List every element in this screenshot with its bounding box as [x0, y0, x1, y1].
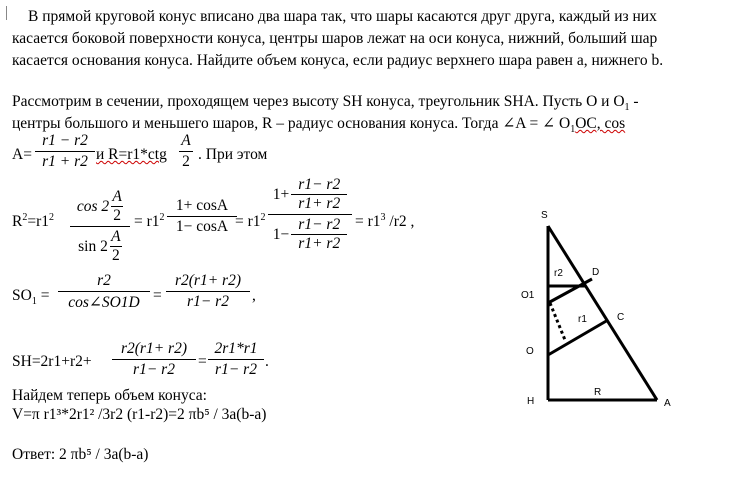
solution-line-1: Рассмотрим в сечении, проходящем через высоту SH конуса, треугольник SHA. Пусть О и $О_1$ - [12, 93, 639, 114]
label-d: D [592, 267, 600, 278]
label-r2: r2 [554, 268, 563, 279]
label-s: S [541, 210, 548, 221]
volume-intro: Найдем теперь объем конуса: [12, 387, 207, 404]
r2-radius-line [548, 279, 592, 303]
problem-line-2: касается боковой поверхности конуса, центры шаров лежат на оси конуса, нижний, больший шар [12, 30, 658, 47]
answer: Ответ: 2 πb⁵ / 3a(b-a) [12, 446, 149, 463]
so1-end: , [252, 287, 256, 304]
cos-a-lhs: A= [12, 146, 32, 163]
nested-fraction: 1+ r1− r2 r1+ r2 1− r1− r2 r1+ r2 [268, 176, 352, 253]
cos-over-sin-fraction: cos 2 A 2 sin 2 A 2 [70, 188, 130, 265]
cos-fraction: 1+ cosA 1− cosA [167, 197, 237, 236]
label-h: H [527, 396, 535, 407]
so1-fraction-1: r2 cos∠SO1D [58, 272, 150, 312]
label-o: O [526, 346, 534, 357]
centers-dotted-line [550, 303, 565, 340]
solution-line-2: центры большого и меньшего шаров, R – радиус основания конуса. Тогда ∠A = ∠ $O_1OC$, cos [12, 115, 626, 136]
label-o1: O1 [521, 290, 535, 301]
pri-etom-text: . При этом [198, 146, 268, 163]
so1-lhs: $SO_1$ = [12, 287, 50, 308]
r1-squared-times-2: = $r1^2$ [235, 212, 266, 231]
r1-radius-line [548, 320, 608, 355]
slant-line-sa [548, 226, 657, 400]
cos-a-fraction: r1 − r2 r1 + r2 [35, 132, 95, 171]
half-angle-fraction: A 2 [179, 132, 193, 171]
problem-line-3: касается основания конуса. Найдите объем конуса, если радиус верхнего шара равен a, нижнего b. [12, 52, 664, 69]
so1-fraction-2: r2(r1+ r2) r1− r2 [166, 272, 250, 311]
r1-squared-times-1: = $r1^2$ [134, 212, 165, 231]
problem-line-1: В прямой круговой конус вписано два шара так, что шары касаются друг друга, каждый из них [28, 8, 657, 25]
label-r: R [594, 387, 602, 398]
label-a: A [664, 398, 671, 409]
sh-lhs: SH=2r1+r2+ [12, 353, 92, 370]
sh-fraction-1: r2(r1+ r2) r1− r2 [112, 340, 196, 379]
text-cursor [6, 6, 7, 20]
label-r1: r1 [578, 314, 587, 325]
volume-formula: V=π r1³*2r1² /3r2 (r1-r2)=2 πb⁵ / 3a(b-a) [12, 406, 267, 423]
r-squared-lhs: $R^2=r1^2$ [12, 212, 54, 231]
label-c: C [617, 312, 625, 323]
ctg-expression: и R=r1*ctg [96, 146, 167, 163]
r-squared-result: = $r1^3$ /r2 , [355, 212, 415, 231]
sh-fraction-2: 2r1*r1 r1− r2 [208, 340, 264, 379]
